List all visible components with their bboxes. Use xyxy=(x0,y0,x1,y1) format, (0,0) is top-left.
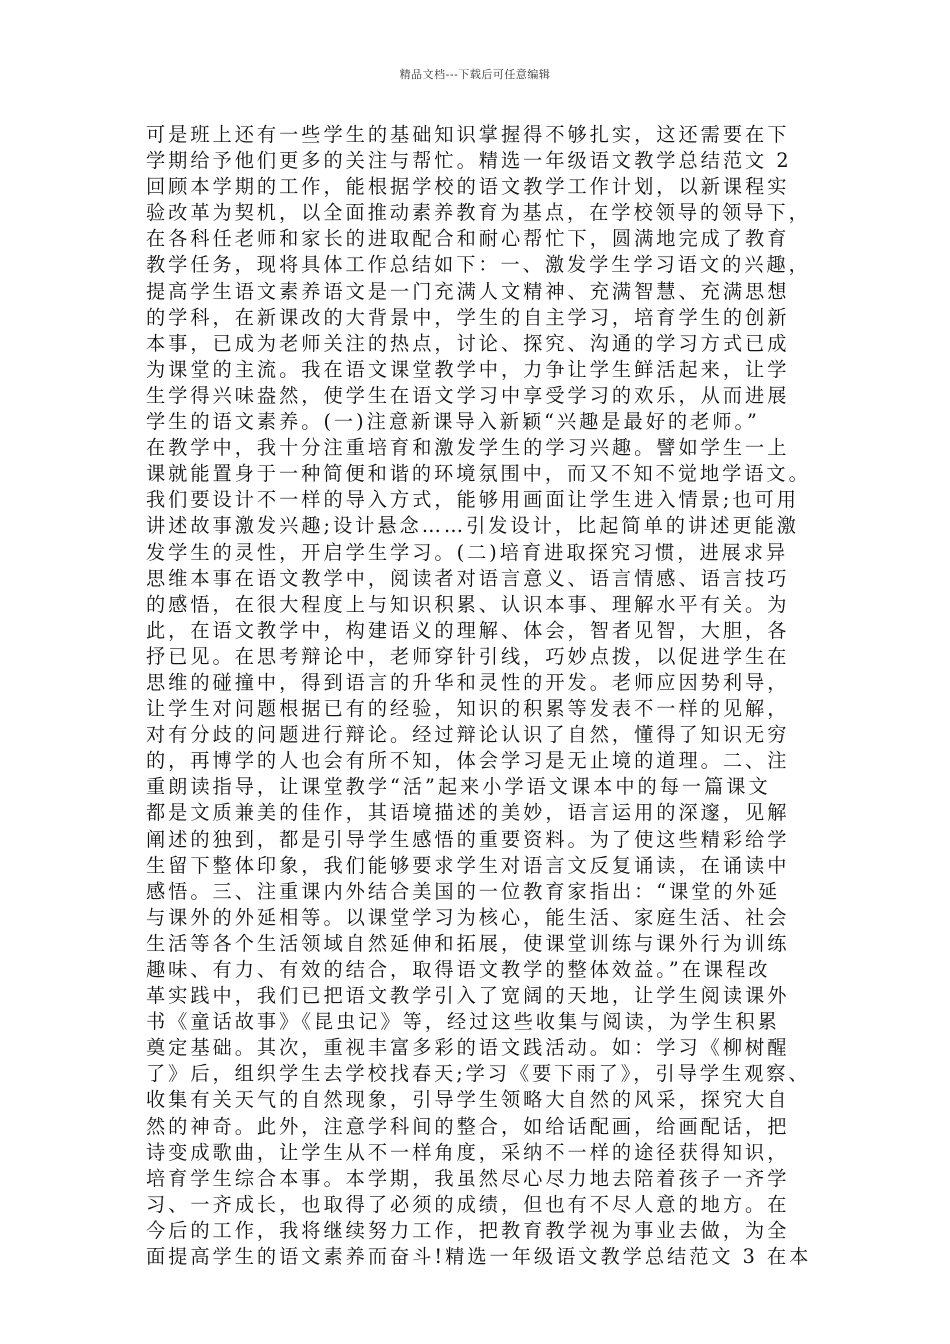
text-line: 讲述故事激发兴趣;设计悬念……引发设计，比起简单的讲述更能激 xyxy=(146,514,799,538)
text-line: 的学科，在新课改的大背景中，学生的自主学习，培育学生的创新 xyxy=(146,305,790,329)
text-line: 与课外的外延相等。以课堂学习为核心，能生活、家庭生活、社会 xyxy=(146,905,790,929)
text-line: 的，再博学的人也会有所不知，体会学习是无止境的道理。二、注 xyxy=(146,749,790,773)
text-line: 奠定基础。其次，重视丰富多彩的语文践活动。如：学习《柳树醒 xyxy=(146,1036,790,1060)
text-line: 趣味、有力、有效的结合，取得语文教学的整体效益。”在课程改 xyxy=(146,958,771,981)
text-line: 培育学生综合本事。本学期，我虽然尽心尽力地去陪着孩子一齐学 xyxy=(146,1166,790,1190)
body-paragraph xyxy=(146,122,812,1270)
text-line: 阐述的独到，都是引导学生感悟的重要资料。为了使这些精彩给学 xyxy=(146,827,790,851)
text-line: 在教学中，我十分注重培育和激发学生的学习兴趣。譬如学生一上 xyxy=(146,436,790,460)
text-line: 都是文质兼美的佳作，其语境描述的美妙，语言运用的深邃，见解 xyxy=(146,801,790,825)
text-line: 思维的碰撞中，得到语言的升华和灵性的开发。老师应因势利导， xyxy=(146,670,790,694)
text-line: 今后的工作，我将继续努力工作，把教育教学视为事业去做，为全 xyxy=(146,1218,790,1242)
text-line: 回顾本学期的工作，能根据学校的语文教学工作计划，以新课程实 xyxy=(146,175,790,199)
text-line: 在各科任老师和家长的进取配合和耐心帮忙下，圆满地完成了教育 xyxy=(146,227,790,251)
text-line: 思维本事在语文教学中，阅读者对语言意义、语言情感、语言技巧 xyxy=(146,566,790,590)
text-line: 的感悟，在很大程度上与知识积累、认识本事、理解水平有关。为 xyxy=(146,592,790,616)
text-line: 学生的语文素养。(一)注意新课导入新颖“兴趣是最好的老师。” xyxy=(146,410,760,434)
text-line: 革实践中，我们已把语文教学引入了宽阔的天地，让学生阅读课外 xyxy=(146,984,790,1008)
text-line: 验改革为契机，以全面推动素养教育为基点，在学校领导的领导下， xyxy=(146,201,811,225)
text-line: 抒已见。在思考辩论中，老师穿针引线，巧妙点拨，以促进学生在 xyxy=(146,644,790,668)
page-header: 精品文档---下载后可任意编辑 xyxy=(399,68,551,81)
text-line: 生学得兴味盎然，使学生在语文学习中享受学习的欢乐，从而进展 xyxy=(146,383,790,407)
text-line: 发学生的灵性，开启学生学习。(二)培育进取探究习惯，进展求异 xyxy=(146,540,789,564)
text-line: 书《童话故事》《昆虫记》等，经过这些收集与阅读，为学生积累 xyxy=(146,1010,780,1034)
text-line: 诗变成歌曲，让学生从不一样角度，采纳不一样的途径获得知识， xyxy=(146,1140,790,1164)
text-line: 习、一齐成长，也取得了必须的成绩，但也有不尽人意的地方。在 xyxy=(146,1192,790,1216)
text-line: 感悟。三、注重课内外结合美国的一位教育家指出：“课堂的外延 xyxy=(146,879,781,903)
text-line: 此，在语文教学中，构建语义的理解、体会，智者见智，大胆，各 xyxy=(146,618,790,642)
text-line: 对有分歧的问题进行辩论。经过辩论认识了自然，懂得了知识无穷 xyxy=(146,723,790,747)
text-line: 教学任务，现将具体工作总结如下：一、激发学生学习语文的兴趣， xyxy=(146,253,811,277)
text-line: 生留下整体印象，我们能够要求学生对语言文反复诵读，在诵读中 xyxy=(146,853,790,877)
text-line: 生活等各个生活领域自然延伸和拓展，使课堂训练与课外行为训练 xyxy=(146,931,790,955)
text-line: 我们要设计不一样的导入方式，能够用画面让学生进入情景;也可用 xyxy=(146,488,799,512)
text-line: 让学生对问题根据已有的经验，知识的积累等发表不一样的见解， xyxy=(146,697,790,721)
text-line: 学期给予他们更多的关注与帮忙。精选一年级语文教学总结范文 2 xyxy=(146,149,792,173)
text-line: 可是班上还有一些学生的基础知识掌握得不够扎实，这还需要在下 xyxy=(146,123,790,146)
text-line: 为课堂的主流。我在语文课堂教学中，力争让学生鲜活起来，让学 xyxy=(146,357,790,381)
text-line: 本事，已成为老师关注的热点，讨论、探究、沟通的学习方式已成 xyxy=(146,331,790,355)
text-line: 提高学生语文素养语文是一门充满人文精神、充满智慧、充满思想 xyxy=(146,279,790,303)
text-line: 了》后，组织学生去学校找春天;学习《要下雨了》，引导学生观察、 xyxy=(146,1062,811,1086)
text-line: 然的神奇。此外，注意学科间的整合，如给话配画，给画配话，把 xyxy=(146,1114,790,1138)
text-line: 重朗读指导，让课堂教学“活”起来小学语文课本中的每一篇课文 xyxy=(146,775,771,799)
text-line: 收集有关天气的自然现象，引导学生领略大自然的风采，探究大自 xyxy=(146,1088,790,1112)
text-line: 面提高学生的语文素养而奋斗!精选一年级语文教学总结范文 3 在本 xyxy=(146,1245,812,1269)
text-line: 课就能置身于一种简便和谐的环境氛围中，而又不知不觉地学语文。 xyxy=(146,462,811,486)
